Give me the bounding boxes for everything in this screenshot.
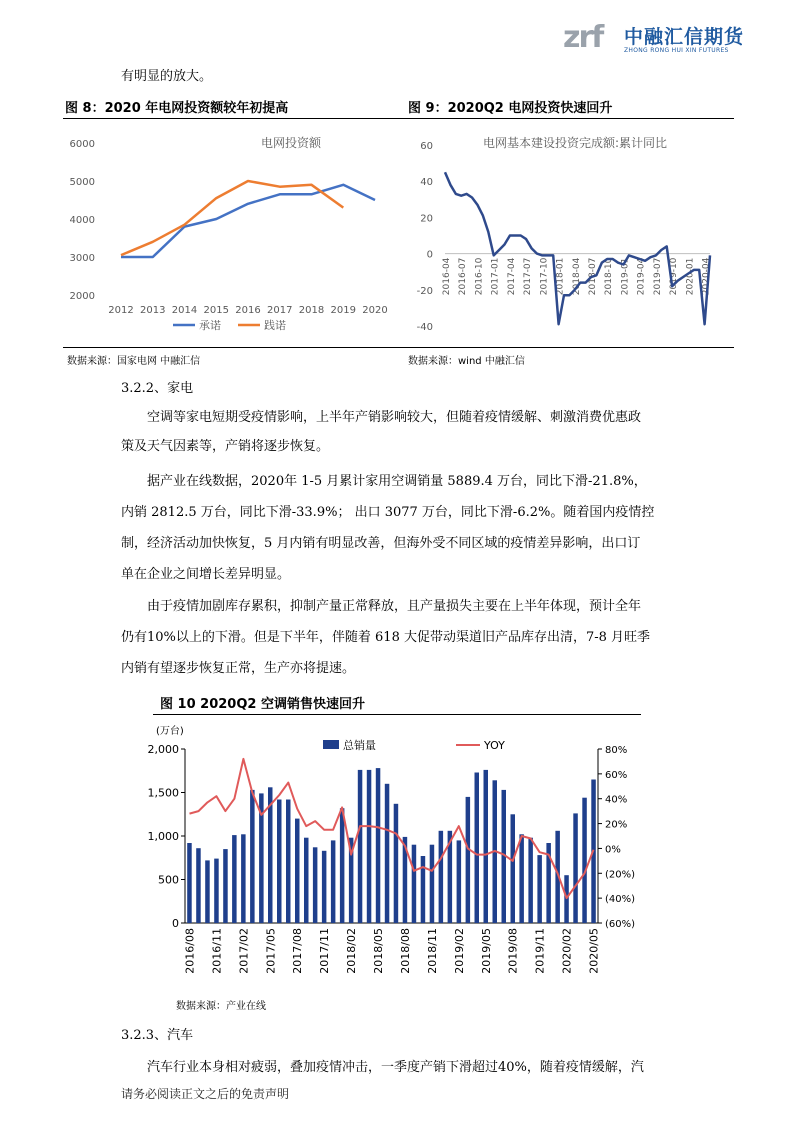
- fig10-ytick-right-label: 20%: [605, 819, 628, 831]
- fig10-bar: [475, 773, 480, 924]
- section-322-p3-line2: 仍有10%以上的下滑。但是下半年，伴随着 618 大促带动渠道旧产品库存出清，7-8 月旺季: [121, 630, 651, 645]
- fig9-xtick-label: 2019-07: [652, 257, 663, 296]
- fig10-bar: [232, 835, 237, 923]
- fig10-xtick-label: 2019/05: [479, 928, 493, 974]
- fig10-bar: [376, 768, 381, 923]
- footer-disclaimer: 请务必阅读正文之后的免责声明: [121, 1087, 290, 1101]
- fig9-source: 数据来源：wind 中融汇信: [408, 356, 525, 367]
- fig8-ytick-label: 6000: [69, 139, 95, 150]
- fig10-bar: [385, 784, 390, 923]
- company-logo-english: ZHONG RONG HUI XIN FUTURES: [624, 47, 729, 54]
- fig-bottom-rule: [63, 347, 734, 348]
- fig10-bar: [241, 834, 246, 923]
- fig10-ytick-right-label: 0%: [605, 844, 621, 856]
- fig10-xtick-label: 2017/02: [237, 928, 251, 974]
- fig9-chart-title: 电网基本建设投资完成额:累计同比: [482, 136, 668, 150]
- section-322-p3-line1: 由于疫情加剧库存累积，抑制产量正常释放，且产量损失主要在上半年体现，预计全年: [147, 599, 642, 614]
- fig10-top-rule: [153, 714, 641, 715]
- fig10-xtick-label: 2016/08: [183, 928, 197, 974]
- fig8-legend-label-2: 践诺: [264, 319, 286, 332]
- fig10-chart: [143, 716, 653, 988]
- fig9-xtick-label: 2017-07: [523, 257, 534, 296]
- fig8-source: 数据来源：国家电网 中融汇信: [67, 356, 201, 367]
- fig10-bar: [196, 848, 201, 923]
- fig9-xtick-label: 2018-07: [588, 257, 599, 296]
- fig10-bar: [528, 838, 533, 923]
- fig8-xtick-label: 2019: [330, 305, 356, 316]
- fig10-bar: [430, 845, 435, 923]
- fig10-bar: [511, 814, 516, 923]
- fig9-xtick-label: 2018-04: [571, 257, 582, 296]
- company-logo-mark: zrf: [563, 20, 603, 55]
- fig10-xtick-label: 2016/11: [210, 928, 224, 974]
- fig9-xtick-label: 2018-10: [604, 257, 615, 296]
- fig10-bar: [519, 834, 524, 923]
- intro-line: 有明显的放大。: [121, 69, 213, 84]
- fig9-xtick-label: 2016-10: [474, 257, 485, 296]
- fig10-bar: [421, 856, 426, 923]
- fig10-title: 图 10 2020Q2 空调销售快速回升: [160, 697, 365, 712]
- fig10-bar: [367, 770, 372, 923]
- section-323-heading: 3.2.3、汽车: [121, 1028, 194, 1043]
- fig10-bar: [439, 831, 444, 923]
- fig10-xtick-label: 2018/05: [372, 928, 386, 974]
- fig8-series-line-2: [121, 181, 343, 255]
- fig10-bar: [205, 860, 210, 923]
- fig9-chart: [405, 120, 735, 344]
- fig8-ytick-label: 5000: [69, 177, 95, 188]
- fig10-xtick-label: 2018/11: [425, 928, 439, 974]
- fig10-bar: [412, 845, 417, 923]
- fig10-xtick-label: 2018/08: [398, 928, 412, 974]
- fig10-legend-label-bars: 总销量: [343, 739, 376, 752]
- fig10-xtick-label: 2020/05: [587, 928, 601, 974]
- fig10-xtick-label: 2017/05: [264, 928, 278, 974]
- fig9-xtick-label: 2019-01: [620, 257, 631, 296]
- fig10-bar: [564, 875, 569, 923]
- fig10-xtick-label: 2017/11: [318, 928, 332, 974]
- fig10-bar: [358, 770, 363, 923]
- fig10-ytick-right-label: (40%): [605, 894, 636, 906]
- fig10-bar: [466, 797, 471, 923]
- fig8-ytick-label: 4000: [69, 215, 95, 226]
- section-322-p2-line2: 内销 2812.5 万台，同比下滑-33.9%； 出口 3077 万台，同比下滑-6.2%。随着国内疫情控: [121, 505, 655, 520]
- fig10-ytick-left-label: 1,000: [147, 830, 179, 843]
- section-323-p1-line1: 汽车行业本身相对疲弱，叠加疫情冲击，一季度产销下滑超过40%，随着疫情缓解，汽: [147, 1060, 644, 1075]
- fig10-ytick-left-label: 500: [158, 873, 179, 887]
- fig10-bar: [331, 840, 336, 923]
- fig8-xtick-label: 2018: [298, 305, 325, 316]
- fig10-bar: [304, 838, 309, 923]
- fig10-bar: [250, 790, 255, 923]
- fig9-xtick-label: 2020-01: [685, 257, 696, 296]
- fig10-bar: [322, 851, 327, 923]
- fig9-xtick-label: 2016-07: [458, 257, 469, 296]
- section-322-p3-line3: 内销有望逐步恢复正常，生产亦将提速。: [121, 661, 356, 676]
- fig10-bar: [187, 843, 192, 923]
- fig9-xtick-label: 2018-01: [555, 257, 566, 296]
- fig9-xtick-label: 2017-01: [490, 257, 501, 296]
- fig10-bar: [340, 808, 345, 923]
- fig10-ytick-right-label: 40%: [605, 794, 628, 806]
- fig9-xtick-label: 2019-04: [636, 257, 647, 296]
- company-logo-name: 中融汇信期货: [624, 26, 745, 48]
- fig8-xtick-label: 2016: [235, 305, 261, 316]
- fig8-chart: [63, 120, 393, 344]
- fig10-bar: [223, 849, 228, 923]
- fig9-xtick-label: 2017-10: [539, 257, 550, 296]
- fig8-ytick-label: 2000: [69, 291, 95, 302]
- fig9-xtick-label: 2017-04: [506, 257, 517, 296]
- section-322-p2-line1: 据产业在线数据，2020年 1-5 月累计家用空调销量 5889.4 万台，同比下滑-21.8%，: [147, 474, 647, 489]
- fig10-xtick-label: 2019/11: [533, 928, 547, 974]
- fig8-ytick-label: 3000: [69, 253, 95, 264]
- fig10-ytick-right-label: 80%: [605, 745, 628, 756]
- fig-top-rule: [63, 118, 734, 119]
- fig9-xtick-label: 2016-04: [442, 257, 452, 296]
- fig10-ytick-left-label: 2,000: [147, 743, 179, 756]
- fig10-bar: [484, 770, 489, 923]
- fig10-xtick-label: 2019/08: [506, 928, 520, 974]
- fig10-bar: [313, 847, 318, 923]
- fig8-title: 图 8：2020 年电网投资额较年初提高: [65, 101, 289, 116]
- fig10-bar: [214, 859, 219, 923]
- fig8-xtick-label: 2017: [267, 305, 293, 316]
- fig10-ytick-left-label: 0: [172, 917, 179, 930]
- fig9-ytick-label: -40: [416, 322, 433, 333]
- fig10-bar: [277, 800, 282, 924]
- fig9-ytick-label: 40: [420, 177, 433, 189]
- section-322-p2-line3: 制，经济活动加快恢复，5 月内销有明显改善，但海外受不同区域的疫情差异影响，出口订: [121, 536, 641, 551]
- fig9-ytick-label: 0: [426, 249, 433, 261]
- fig10-xtick-label: 2020/02: [560, 928, 574, 974]
- section-322-p1-line2: 策及天气因素等，产销将逐步恢复。: [121, 439, 330, 454]
- fig10-bar: [582, 798, 587, 923]
- section-322-p1-line1: 空调等家电短期受疫情影响，上半年产销影响较大，但随着疫情缓解、刺激消费优惠政: [147, 410, 642, 425]
- fig10-xtick-label: 2019/02: [452, 928, 466, 974]
- fig9-title: 图 9：2020Q2 电网投资快速回升: [408, 101, 613, 116]
- fig8-xtick-label: 2013: [140, 305, 166, 316]
- fig8-legend-label-1: 承诺: [199, 319, 221, 332]
- fig10-xtick-label: 2017/08: [291, 928, 305, 974]
- fig10-xtick-label: 2018/02: [345, 928, 359, 974]
- fig10-bar: [537, 855, 542, 923]
- fig10-ytick-right-label: 60%: [605, 769, 628, 781]
- fig10-ytick-right-label: (20%): [605, 869, 636, 881]
- fig9-ytick-label: 20: [420, 213, 433, 225]
- fig10-ytick-right-label: (60%): [605, 919, 636, 930]
- fig10-bar: [457, 840, 462, 923]
- fig10-bar: [286, 800, 291, 924]
- fig9-ytick-label: -20: [416, 285, 433, 297]
- fig10-bar: [295, 819, 300, 923]
- fig8-chart-title: 电网投资额: [260, 136, 322, 150]
- fig8-series-line-1: [121, 185, 375, 257]
- fig10-legend-label-line: YOY: [484, 739, 505, 752]
- section-322-heading: 3.2.2、家电: [121, 381, 194, 396]
- fig8-xtick-label: 2020: [362, 305, 388, 316]
- fig8-xtick-label: 2012: [108, 305, 134, 316]
- fig9-series-line: [445, 172, 710, 324]
- fig8-xtick-label: 2015: [203, 305, 229, 316]
- fig10-ytick-left-label: 1,500: [147, 786, 179, 800]
- fig10-bar: [394, 804, 399, 923]
- fig10-bar: [573, 813, 578, 923]
- fig9-ytick-label: 60: [420, 141, 433, 152]
- fig10-source: 数据来源：产业在线: [176, 1001, 266, 1012]
- fig9-xtick-label: 2019-10: [669, 257, 680, 296]
- fig10-unit-label: (万台): [156, 726, 184, 737]
- fig9-xtick-label: 2020-04: [701, 257, 712, 296]
- fig10-legend-swatch-bars: [323, 740, 339, 749]
- section-322-p2-line4: 单在企业之间增长差异明显。: [121, 567, 291, 582]
- fig8-xtick-label: 2014: [171, 305, 198, 316]
